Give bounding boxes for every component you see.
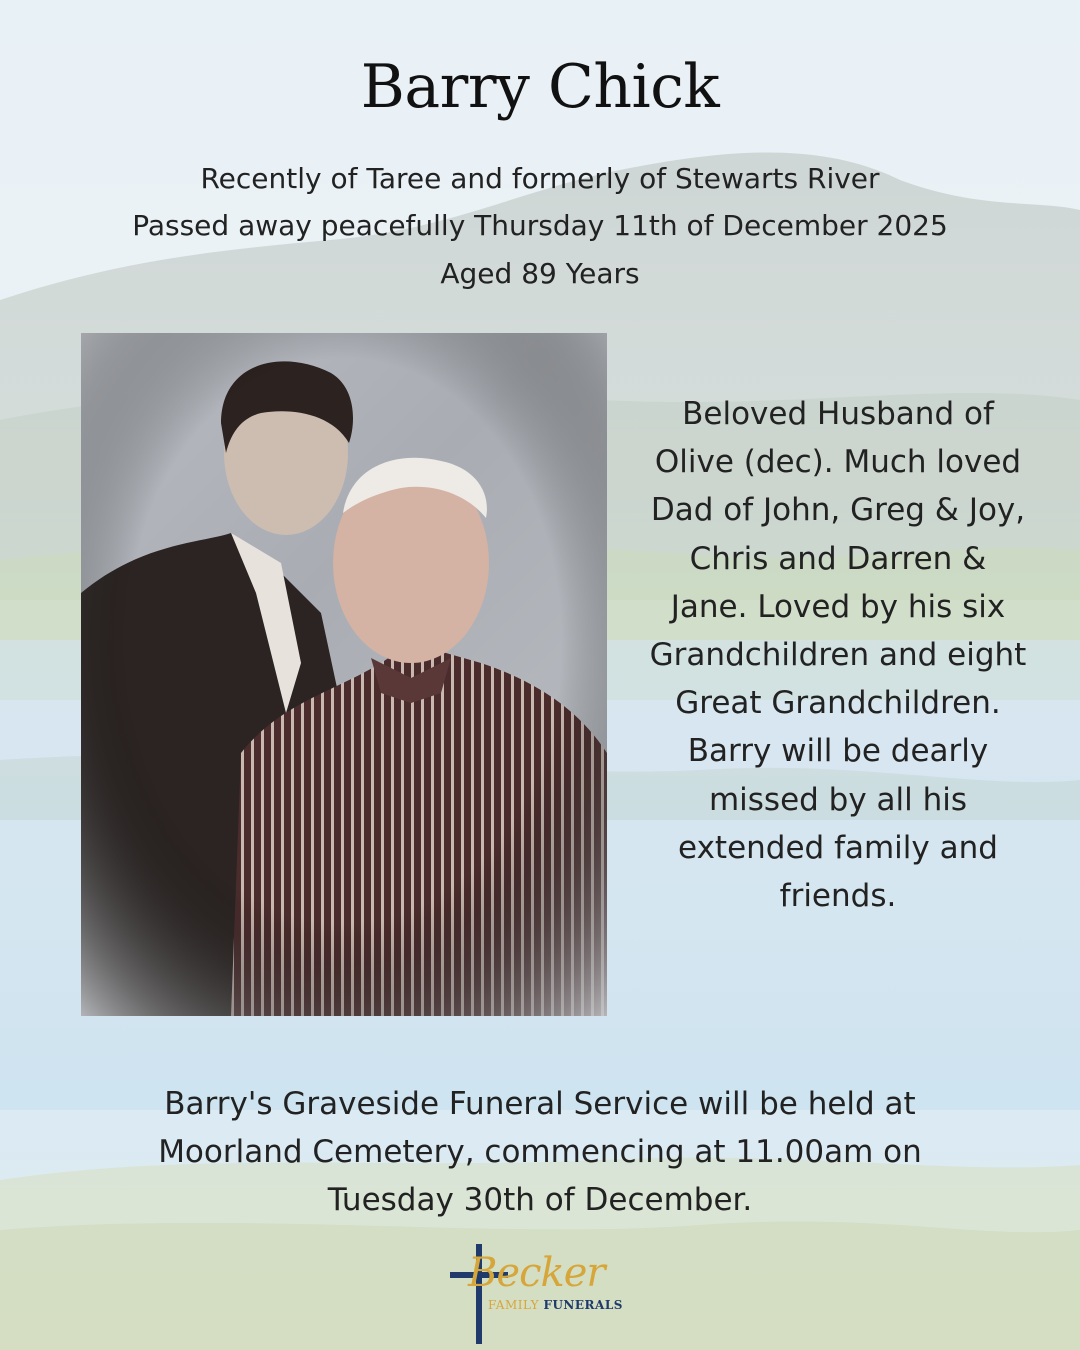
passing-date-line: Passed away peacefully Thursday 11th of December 2025 — [132, 209, 948, 242]
service-line-1: Barry's Graveside Funeral Service will be held at — [164, 1086, 916, 1122]
becker-funerals-logo — [440, 1240, 640, 1345]
residence-line: Recently of Taree and formerly of Stewarts River — [200, 162, 880, 195]
service-details — [100, 1080, 980, 1224]
service-line-2: Moorland Cemetery, commencing at 11.00am on — [158, 1134, 922, 1170]
deceased-name: Barry Chick — [360, 52, 720, 122]
age-line: Aged 89 Years — [440, 257, 640, 290]
logo-word-funerals: FUNERALS — [543, 1298, 623, 1312]
service-line-3: Tuesday 30th of December. — [327, 1182, 753, 1218]
portrait-photo — [81, 333, 607, 1016]
portrait-illustration — [81, 333, 607, 1016]
tribute-text: Beloved Husband of Olive (dec). Much loved Dad of John, Greg & Joy, Chris and Darren & Jane. Loved by his six Grandchildren and eight Great Grandchildren. Barry will be dearly missed by all his extended family and friends. — [649, 396, 1027, 915]
logo-name: Becker — [468, 1250, 605, 1296]
logo-word-family: FAMILY — [488, 1298, 540, 1312]
logo-subtitle — [488, 1298, 623, 1312]
